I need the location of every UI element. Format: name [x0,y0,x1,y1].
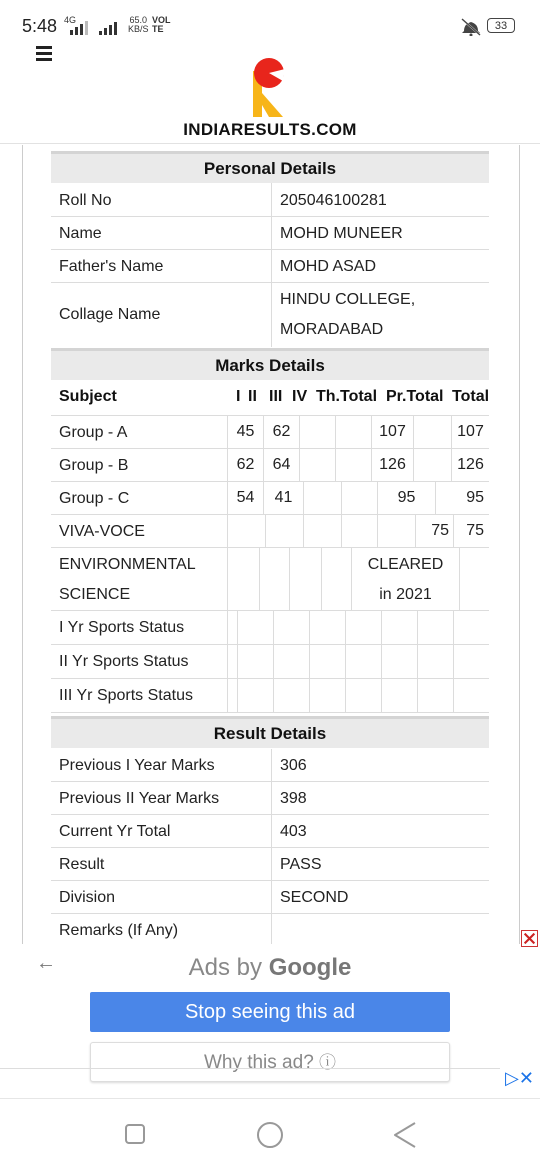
table-row [51,283,489,347]
total: 107 [451,416,489,448]
header-pr-total: Pr.Total [386,388,444,405]
table-row [51,914,489,946]
menu-icon[interactable] [36,46,52,60]
volte-badge: VOLTE [152,15,171,34]
header-divider [0,143,540,144]
header-subject: Subject [59,388,117,405]
row-value-line2: MORADABAD [280,321,384,338]
row-label: Remarks (If Any) [59,922,179,939]
menu-icon-bar [36,52,52,55]
total: 75 [453,515,489,547]
empty-cell [289,548,321,610]
table-row [51,782,489,815]
empty-cell [345,645,381,678]
table-row [51,183,489,217]
column-divider [271,848,272,880]
why-this-ad-label: Why this ad? [203,1052,314,1073]
section-title-result: Result Details [51,716,489,748]
column-divider [271,217,272,249]
mark-iv [335,449,371,481]
pr-total [413,449,451,481]
pr-total [413,416,451,448]
mark-i: 62 [227,449,263,481]
empty-cell [381,679,417,712]
table-row [51,482,489,515]
recents-icon[interactable] [124,1123,146,1145]
mark-iii [299,416,335,448]
header-ii: II [248,388,257,405]
empty-cell [453,611,489,644]
empty-cell [377,515,415,547]
empty-cell [227,515,265,547]
marks-header-row [51,380,489,416]
site-logo-text[interactable]: INDIARESULTS.COM [183,120,357,139]
empty-cell [259,548,289,610]
row-label: Previous I Year Marks [59,757,215,774]
total: 126 [451,449,489,481]
subject-name: Group - C [59,490,130,507]
row-label: Roll No [59,192,112,209]
column-divider [271,250,272,282]
table-row [51,449,489,482]
empty-cell [341,515,377,547]
table-row [51,881,489,914]
table-row [51,848,489,881]
header-iv: IV [292,388,308,405]
table-row [51,749,489,782]
menu-icon-bar [36,58,52,61]
empty-cell [273,645,309,678]
network-indicator [64,15,76,25]
row-label: Name [59,225,102,242]
mark-iii [299,449,335,481]
empty-cell [227,611,237,644]
env-status-line2: in 2021 [379,586,432,603]
row-value: 403 [280,823,307,840]
header-th-total: Th.Total [316,388,378,405]
table-row [51,250,489,283]
sports-label: I Yr Sports Status [59,619,185,636]
table-row [51,416,489,449]
row-value: 205046100281 [280,192,387,209]
th-total: 107 [371,416,413,448]
status-bar [0,0,540,40]
sports-label: III Yr Sports Status [59,687,193,704]
mark-ii: 41 [263,482,303,514]
network-speed [128,16,149,34]
battery-icon: 33 [487,18,515,33]
back-arrow-icon[interactable]: ← [36,952,56,974]
column-divider [271,782,272,814]
ads-by-google [0,954,540,982]
empty-cell [381,611,417,644]
header-total: Total [452,388,490,405]
subject-name: VIVA-VOCE [59,523,145,540]
clock: 5:48 [22,16,58,36]
column-divider [271,749,272,781]
mark-iv [335,416,371,448]
empty-cell [273,611,309,644]
section-title-marks: Marks Details [51,348,489,380]
row-value: 306 [280,757,307,774]
empty-cell [303,515,341,547]
empty-cell [417,645,453,678]
total: 95 [435,482,489,514]
row-value: MOHD MUNEER [280,225,403,242]
empty-cell [237,611,273,644]
mark-ii: 64 [263,449,299,481]
back-icon[interactable] [392,1121,418,1149]
table-row [51,611,489,645]
header-i: I [236,388,241,405]
column-divider [271,881,272,913]
empty-cell [417,679,453,712]
row-value: PASS [280,856,322,873]
table-row [51,679,489,713]
mark-i: 54 [227,482,263,514]
row-label: Previous II Year Marks [59,790,220,807]
row-label: Division [59,889,116,906]
stop-seeing-ad-button[interactable]: Stop seeing this ad [90,992,450,1032]
header-iii: III [269,388,283,405]
empty-cell [459,548,489,610]
empty-cell [227,645,237,678]
empty-cell [453,679,489,712]
row-value: SECOND [280,889,349,906]
empty-cell [309,611,345,644]
th-total: 95 [377,482,435,514]
env-status-line1: CLEARED [367,556,444,573]
empty-cell [237,679,273,712]
sports-label: II Yr Sports Status [59,653,189,670]
column-divider [271,815,272,847]
mark-iii [303,482,341,514]
site-logo-icon[interactable] [247,55,289,119]
pr-total: 75 [415,515,453,547]
subject-name: ENVIRONMENTAL [59,556,196,573]
empty-cell [265,515,303,547]
subject-name-line2: SCIENCE [59,586,131,603]
empty-cell [227,679,237,712]
empty-cell [227,548,259,610]
section-title-personal: Personal Details [51,151,489,183]
menu-icon-bar [36,46,52,49]
empty-cell [321,548,351,610]
system-nav-bar [0,1098,540,1171]
empty-cell [309,679,345,712]
close-ad-icon[interactable] [521,930,538,947]
empty-cell [273,679,309,712]
adchoices-icon[interactable]: ▷✕ [505,1068,534,1088]
mark-ii: 62 [263,416,299,448]
mute-icon [460,18,482,36]
empty-cell [453,645,489,678]
row-value: MOHD ASAD [280,258,377,275]
table-row [51,815,489,848]
row-label: Collage Name [59,306,161,323]
empty-cell [417,611,453,644]
signal-icon [64,21,118,35]
row-label: Result [59,856,105,873]
column-divider [271,914,272,946]
table-row [51,217,489,250]
empty-cell [345,679,381,712]
empty-cell [381,645,417,678]
home-icon[interactable] [256,1121,284,1149]
speed-unit: KB/S [128,24,149,34]
empty-cell [237,645,273,678]
subject-name: Group - A [59,424,128,441]
ads-by-label: Ads by [188,954,263,981]
network-type: 4G [64,15,77,25]
table-row [51,645,489,679]
row-value: 398 [280,790,307,807]
column-divider [271,183,272,216]
table-row [51,515,489,548]
speed-value: 65.0 [129,15,148,25]
info-icon: ⓘ [319,1053,337,1072]
env-status [351,548,459,610]
mark-iv [341,482,377,514]
row-value: HINDU COLLEGE, [280,291,416,308]
column-divider [271,283,272,347]
row-label: Father's Name [59,258,164,275]
empty-cell [309,645,345,678]
google-brand: Google [268,954,352,981]
ad-banner-strip [0,1068,500,1097]
th-total: 126 [371,449,413,481]
row-label: Current Yr Total [59,823,171,840]
subject-name: Group - B [59,457,129,474]
empty-cell [345,611,381,644]
table-row [51,548,489,611]
mark-i: 45 [227,416,263,448]
